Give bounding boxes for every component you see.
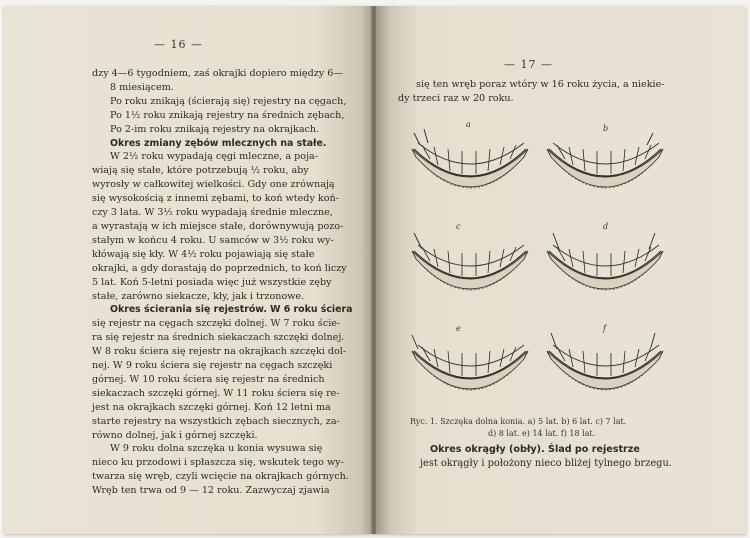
text-line: kłówają się kły. W 4½ roku pojawiają się stałe [92,248,315,260]
text-line: dzy 4—6 tygodniem, zaś okrajki dopiero między 6— [92,68,343,79]
figure-label-c: c [456,222,461,231]
figure-label-b: b [603,124,609,133]
jaw-illustration [412,129,528,188]
jaw-illustration [412,335,528,390]
text-line: W 2½ roku wypadają cęgi mleczne, a poja- [110,151,319,163]
text-line: wyrosły w całkowitej wielkości. Gdy one zrównają [92,179,335,191]
caption-line: Ryc. 1. Szczęka dolna konia. a) 5 lat. b) 6 lat. c) 7 lat. [410,417,627,426]
text-line: 8 miesiącem. [110,81,174,93]
jaw-illustration [547,133,663,188]
text-line: się wysokością z innemi zębami, to koń wtedy koń- [92,193,339,205]
text-line: Po roku znikają (ścierają się) rejestry na cęgach, [110,95,347,107]
right-page-text [398,78,668,106]
caption-line: d) 8 lat. e) 14 lat. f) 18 lat. [488,429,596,438]
section-heading: Okres okrągły (obły). Ślad po rejestrze [430,444,640,455]
text-line: się rejestr na cęgach szczęki dolnej. W 7 roku ście- [92,318,341,330]
text-line: nieco ku przodowi i spłaszcza się, wskutek tego wy- [92,457,344,469]
page-number-right: — 17 — [504,58,553,71]
text-line: twarza się wręb, czyli wcięcie na okrajkach górnych. [92,471,349,483]
right-page-bottom-text [420,443,690,471]
jaw-illustration [547,233,663,290]
jaw-illustration [547,333,663,390]
figure-label-f: f [603,324,606,333]
figure-label-e: e [456,324,461,333]
text-line: się ten wręb poraz wtóry w 16 roku życia, a niekie- [416,79,665,90]
text-line: Po 2-im roku znikają rejestry na okrajkach. [110,123,320,135]
jaw-illustration [412,233,528,290]
text-line: dy trzeci raz w 20 roku. [398,92,514,104]
text-line: stałym w końcu 4 roku. U samców w 3½ roku wy- [92,234,334,246]
figure-caption [410,416,690,440]
left-page-text [92,67,362,498]
text-line: ra się rejestr na średnich siekaczach szczęki dolnej. [92,332,345,344]
left-page [4,6,372,534]
text-line: stałe, zarówno siekacze, kły, jak i trzonowe. [92,290,305,302]
text-line: wiają się stałe, które potrzebują ½ roku, aby [92,165,309,177]
figure-label-d: d [603,222,609,231]
section-heading: Okres ścierania się rejestrów. W 6 roku ściera [110,304,353,316]
right-page [376,6,746,534]
text-line: nej. W 9 roku ściera się rejestr na cęgach szczęki [92,360,333,372]
section-heading: Okres zmiany zębów mlecznych na stałe. [110,137,327,149]
text-line: jest na okrajkach szczęki górnej. Koń 12 letni ma [92,401,331,413]
text-line: górnej. W 10 roku ściera się rejestr na średnich [92,373,325,385]
text-line: W 8 roku ściera się rejestr na okrajkach szczęki dol- [92,346,347,358]
text-line: czy 3 lata. W 3½ roku wypadają średnie mleczne, [92,207,333,219]
page-number-left: — 16 — [154,38,203,51]
text-line: W 9 roku dolna szczęka u konia wysuwa się [110,443,323,455]
text-line: a wyrastają w ich miejsce stałe, dorównywują pozo- [92,220,344,232]
text-line: okrajki, a gdy dorastają do poprzednich, to koń liczy [92,262,347,274]
text-line: Wręb ten trwa od 9 — 12 roku. Zazwyczaj zjawia [92,485,330,497]
text-line: siekaczach szczęki górnej. W 11 roku ściera się re- [92,387,340,399]
horse-jaw-figure [398,119,673,411]
text-line: starte rejestry na wszystkich zębach siecznych, za- [92,415,340,427]
figure-label-a: a [466,120,471,129]
open-book [4,6,746,534]
text-line: Po 1½ roku znikają rejestry na średnich zębach, [110,109,345,121]
text-line: 5 lat. Koń 5-letni posiada więc już wszystkie zęby [92,276,332,288]
text-line: równo dolnej, jak i górnej szczęki. [92,429,258,441]
text-line: jest okrągły i położony nieco bliżej tylnego brzegu. [420,458,672,469]
